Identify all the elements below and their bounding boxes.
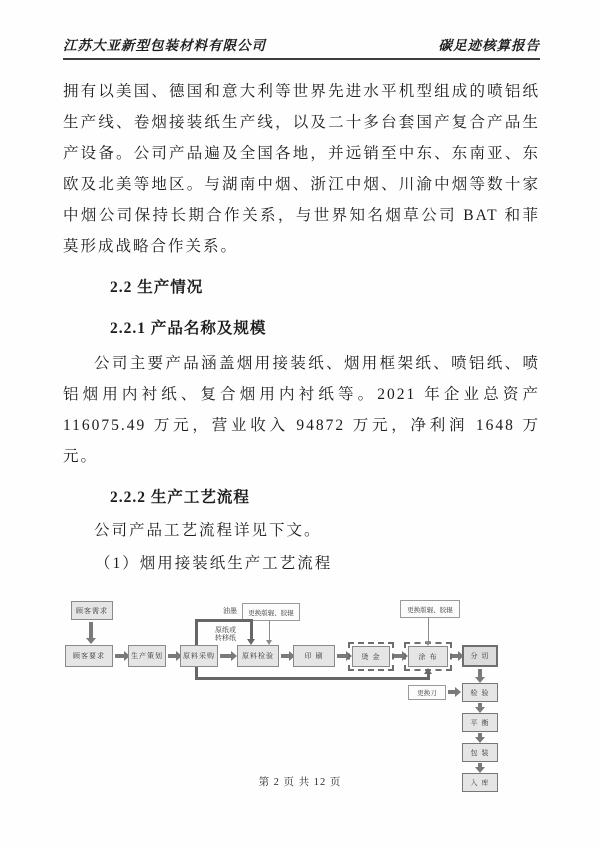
flow-node-label: 包 装 bbox=[470, 749, 490, 757]
base-paper-label-line1: 原纸或 bbox=[215, 627, 236, 634]
arrow-down-icon bbox=[89, 622, 93, 638]
flow-node-material-purchase bbox=[180, 645, 218, 667]
paragraph-flow-title: （1）烟用接装纸生产工艺流程 bbox=[95, 555, 333, 572]
arrow-right-icon bbox=[448, 690, 455, 694]
flow-node-label: 更换刀 bbox=[417, 690, 437, 697]
flow-node-label: 更换版辊、胶辊 bbox=[407, 606, 453, 614]
arrow-right-icon bbox=[220, 654, 231, 658]
flow-node-production-plan bbox=[128, 645, 166, 667]
flow-node-label: 入 库 bbox=[470, 779, 490, 787]
flow-node-label: 更换版辊、胶辊 bbox=[248, 609, 294, 617]
arrow-right-icon bbox=[168, 654, 176, 658]
arrow-right-icon bbox=[394, 654, 402, 658]
paragraph-products: 公司主要产品涵盖烟用接装纸、烟用框架纸、喷铝纸、喷铝烟用内衬纸、复合烟用内衬纸等。2021 年企业总资产 116075.49 万元，营业收入 94872 万元，净利润 1648 万元。 bbox=[63, 355, 540, 465]
header-report-title: 碳足迹核算报告 bbox=[438, 38, 540, 53]
header-company-name: 江苏大亚新型包装材料有限公司 bbox=[63, 38, 266, 53]
arrowhead-down-icon bbox=[247, 639, 255, 645]
bottom-route-line bbox=[427, 673, 430, 680]
flow-node-label: 原料检验 bbox=[242, 653, 274, 660]
flow-node-change-knife bbox=[408, 685, 446, 700]
flow-node-packing bbox=[462, 743, 498, 762]
paragraph-process-intro: 公司产品工艺流程详见下文。 bbox=[94, 522, 322, 539]
section-heading-2-2-1: 2.2.1 产品名称及规模 bbox=[110, 320, 267, 337]
arrow-right-icon bbox=[337, 654, 346, 658]
flow-node-label: 印 刷 bbox=[304, 653, 324, 660]
arrowhead-up-icon bbox=[424, 668, 432, 674]
flow-node-label: 平 衡 bbox=[470, 719, 490, 727]
flow-node-label: 检 验 bbox=[470, 689, 490, 697]
ink-route-line bbox=[250, 619, 253, 639]
flow-node-printing bbox=[293, 645, 335, 667]
arrow-down-icon bbox=[478, 733, 482, 737]
connector-line bbox=[269, 621, 270, 640]
ink-route-line bbox=[195, 619, 253, 622]
flow-node-inspection bbox=[462, 683, 498, 702]
arrow-down-icon bbox=[478, 669, 482, 677]
page-header bbox=[63, 34, 540, 60]
flow-node-label: 顾客要求 bbox=[73, 653, 105, 660]
flow-node-slitting bbox=[462, 645, 498, 667]
arrow-down-icon bbox=[478, 703, 482, 707]
arrow-right-icon bbox=[452, 654, 458, 658]
flow-node-change-roller-2 bbox=[400, 600, 460, 618]
arrow-right-icon bbox=[281, 654, 289, 658]
arrowhead-down-icon bbox=[266, 640, 272, 645]
base-paper-label bbox=[215, 627, 236, 643]
ink-label: 油墨 bbox=[223, 608, 237, 615]
flow-node-label: 涂 布 bbox=[418, 653, 438, 661]
flow-node-material-inspect bbox=[237, 645, 279, 667]
flow-node-label: 原料采购 bbox=[183, 653, 215, 660]
flow-node-label: 烫 金 bbox=[361, 653, 381, 661]
section-heading-2-2: 2.2 生产情况 bbox=[110, 279, 204, 296]
flow-node-label: 分 切 bbox=[470, 653, 490, 660]
page-number: 第 2 页 共 12 页 bbox=[258, 777, 342, 788]
flow-node-label: 顾客需求 bbox=[76, 607, 108, 615]
flow-node-balance bbox=[462, 713, 498, 732]
base-paper-label-line2: 转移纸 bbox=[215, 635, 236, 642]
arrow-right-icon bbox=[115, 654, 124, 658]
flow-node-stamping bbox=[352, 646, 390, 667]
arrow-down-icon bbox=[478, 763, 482, 767]
ink-route-line bbox=[195, 619, 198, 645]
connector-line bbox=[428, 618, 429, 641]
bottom-route-line bbox=[195, 677, 429, 680]
section-heading-2-2-2: 2.2.2 生产工艺流程 bbox=[110, 489, 250, 506]
flow-node-label: 生产策划 bbox=[131, 653, 163, 660]
flow-node-customer-demand bbox=[71, 601, 113, 620]
arrowhead-down-icon bbox=[425, 641, 431, 646]
paragraph-company-intro: 拥有以美国、德国和意大利等世界先进水平机型组成的喷铝纸生产线、卷烟接装纸生产线，以及二十多台套国产复合产品生产设备。公司产品遍及全国各地，并远销至中东、东南亚、东欧及北美等地区。与湖南中烟、浙江中烟、川渝中烟等数十家中烟公司保持长期合作关系，与世界知名烟草公司 BAT 和菲莫形成战略合作关系。 bbox=[63, 83, 540, 255]
flow-node-coating bbox=[408, 646, 448, 667]
flow-node-customer-request bbox=[65, 645, 113, 667]
